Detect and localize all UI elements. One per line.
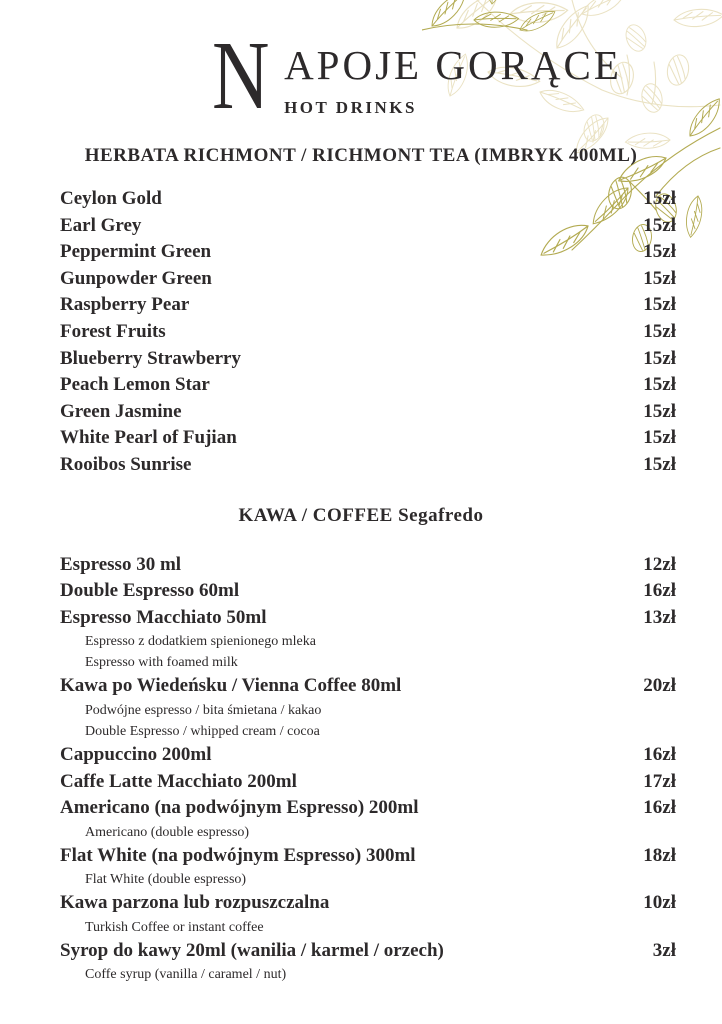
menu-item-row [60,578,676,605]
item-price: 15zł [643,188,676,209]
item-price: 3zł [652,939,676,961]
page-title: APOJE GORĄCE [284,42,622,88]
item-description: Podwójne espresso / bita śmietana / kakao [85,702,322,718]
item-name: Green Jasmine [60,400,182,422]
item-name: Kawa parzona lub rozpuszczalna [60,892,330,914]
menu-item-list [60,552,676,986]
menu-item-row [60,938,676,965]
page-subtitle: HOT DRINKS [284,98,417,117]
item-name: Peach Lemon Star [60,374,210,396]
item-name: Americano (na podwójnym Espresso) 200ml [60,797,419,819]
item-name: Blueberry Strawberry [60,347,241,369]
item-price: 15zł [643,453,676,475]
menu-item-row [60,292,676,319]
title-dropcap: N [212,22,270,129]
menu-item-row [60,213,676,240]
item-price: 15zł [643,267,676,289]
item-price: 16zł [643,797,676,819]
item-name: Peppermint Green [60,241,212,263]
item-price: 17zł [643,770,676,792]
item-price: 15zł [643,294,676,316]
item-price: 12zł [643,553,676,575]
item-description: Turkish Coffee or instant coffee [85,919,264,935]
item-price: 18zł [643,844,676,866]
item-price: 16zł [643,743,676,765]
item-price: 15zł [643,214,676,236]
item-price: 15zł [643,347,676,369]
item-price: 15zł [643,427,676,449]
section-heading: KAWA / COFFEE Segafredo [238,504,484,526]
item-price: 15zł [643,241,676,263]
menu-item-row [60,795,676,822]
item-name: Cappuccino 200ml [60,743,212,765]
menu-section [60,145,676,479]
item-price: 15zł [643,320,676,342]
menu-item-row [60,673,676,700]
menu-item-row [60,742,676,769]
item-price: 15zł [643,374,676,396]
item-description: Espresso with foamed milk [85,655,238,671]
item-price: 20zł [643,675,676,697]
item-name: Syrop do kawy 20ml (wanilia / karmel / orzech) [60,939,444,961]
item-description: Flat White (double espresso) [85,872,247,888]
menu-item-row [60,186,676,213]
item-description: Coffe syrup (vanilla / caramel / nut) [85,967,287,983]
menu-body [60,137,676,985]
menu-item-row [60,266,676,293]
item-price: 16zł [643,580,676,602]
menu-title-block [212,22,622,129]
item-name: Raspberry Pear [60,294,190,316]
menu-item-row [60,890,676,917]
item-name: Forest Fruits [60,320,166,342]
menu-item-row [60,319,676,346]
item-name: Double Espresso 60ml [60,580,240,602]
menu-item-row [60,452,676,479]
menu-item-row [60,239,676,266]
menu-item-row [60,552,676,579]
item-price: 10zł [643,892,676,914]
menu-item-list [60,186,676,479]
menu-item-row [60,843,676,870]
item-name: Rooibos Sunrise [60,453,192,475]
item-name: White Pearl of Fujian [60,427,237,449]
item-name: Flat White (na podwójnym Espresso) 300ml [60,844,416,866]
menu-item-row [60,769,676,796]
item-name: Espresso 30 ml [60,553,182,575]
menu-item-row [60,399,676,426]
section-heading: HERBATA RICHMONT / RICHMONT TEA (IMBRYK 400ML) [84,145,638,166]
item-description: Double Espresso / whipped cream / cocoa [85,723,320,739]
item-name: Espresso Macchiato 50ml [60,606,267,628]
item-description: Espresso z dodatkiem spienionego mleka [85,634,316,650]
item-name: Earl Grey [60,214,142,236]
item-price: 13zł [643,606,676,628]
item-name: Ceylon Gold [60,188,162,209]
menu-item-row [60,372,676,399]
menu-item-row [60,605,676,632]
menu-item-row [60,425,676,452]
item-name: Gunpowder Green [60,267,212,289]
title-column [284,40,622,118]
item-name: Caffe Latte Macchiato 200ml [60,770,297,792]
item-name: Kawa po Wiedeńsku / Vienna Coffee 80ml [60,675,402,697]
menu-section [60,505,676,986]
menu-item-row [60,346,676,373]
item-description: Americano (double espresso) [85,824,250,840]
item-price: 15zł [643,400,676,422]
